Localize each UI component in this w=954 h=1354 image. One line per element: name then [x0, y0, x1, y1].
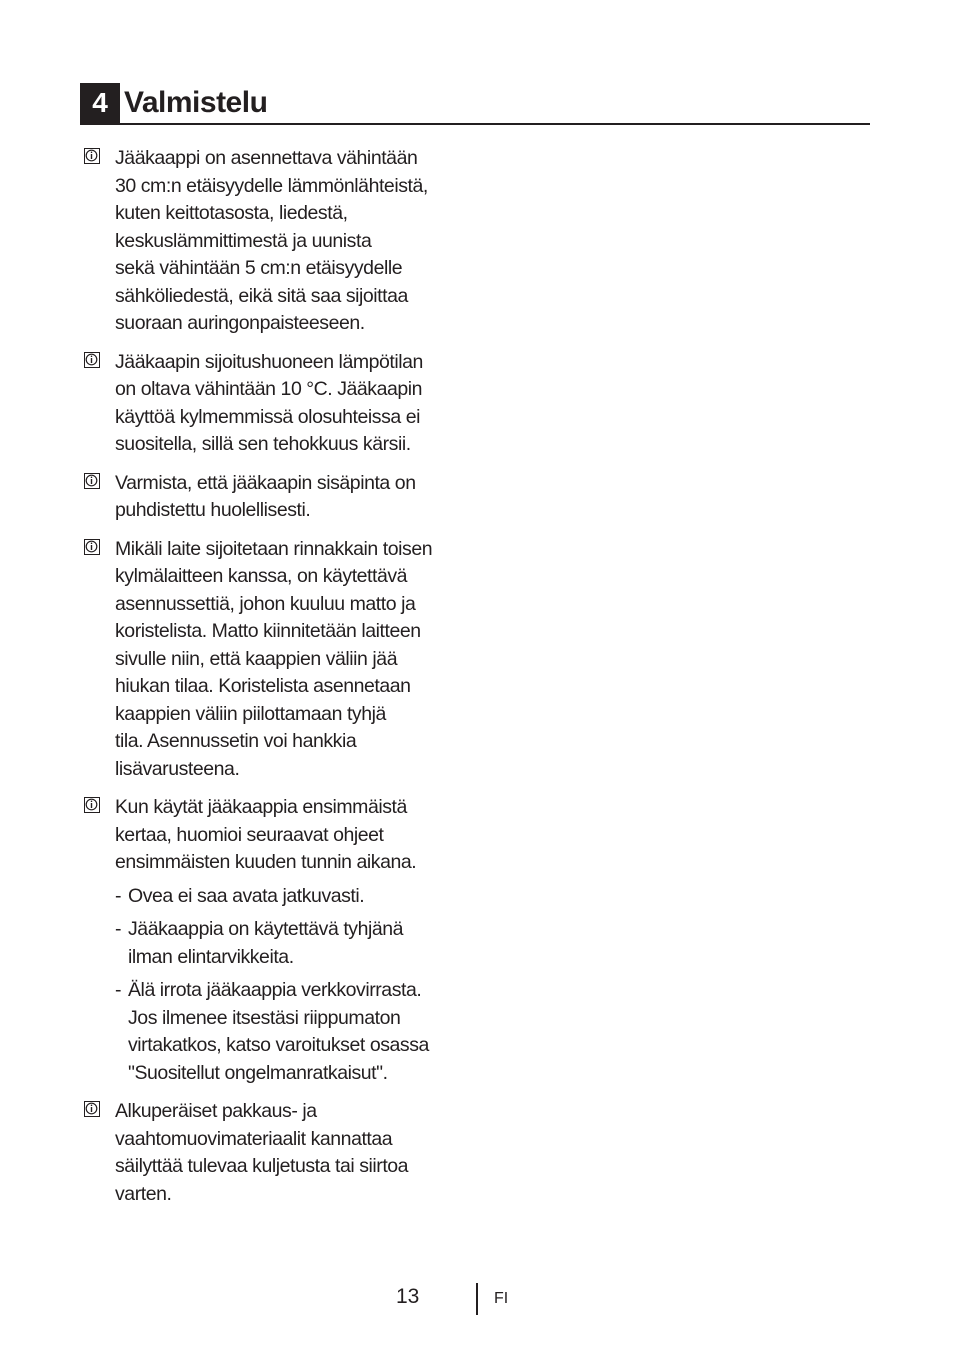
dash-bullet: -	[115, 918, 122, 940]
info-icon	[84, 352, 100, 368]
dash-bullet: -	[115, 979, 122, 1001]
note-item	[82, 470, 482, 525]
sublist-item	[115, 977, 482, 1087]
sublist-item-text: Jääkaappia on käytettävä tyhjänä ilman elintarvikkeita.	[128, 918, 404, 968]
chapter-header	[80, 83, 870, 125]
info-icon	[84, 539, 100, 555]
sublist-item	[115, 883, 482, 911]
notes-list	[82, 145, 482, 1219]
page-number: 13	[396, 1285, 420, 1308]
note-text: Alkuperäiset pakkaus- ja vaahtomuovimateriaalit kannattaa säilyttää tulevaa kuljetusta tai siirtoa varten.	[115, 1100, 409, 1205]
language-code: FI	[494, 1290, 509, 1307]
note-item	[82, 794, 482, 1087]
dash-bullet: -	[115, 884, 122, 907]
info-icon	[84, 797, 100, 813]
note-text: Kun käytät jääkaappia ensimmäistä kertaa, huomioi seuraavat ohjeet ensimmäisten kuuden tunnin aikana.	[115, 796, 417, 873]
note-text: Mikäli laite sijoitetaan rinnakkain toisen kylmälaitteen kanssa, on käytettävä asennussettiä, johon kuuluu matto ja koristelista. Matto kiinnitetään laitteen sivulle niin, että kaappien väliin jää hiukan tilaa. Koristelista asennetaan kaappien väliin piilottamaan tyhjä tila. Asennussetin voi hankkia lisävarusteena.	[115, 537, 433, 780]
chapter-number: 4	[80, 83, 120, 123]
note-item	[82, 145, 482, 338]
note-item	[82, 536, 482, 784]
first-use-sublist	[115, 883, 482, 1088]
info-icon	[84, 148, 100, 164]
note-item	[82, 349, 482, 459]
chapter-title: Valmistelu	[124, 86, 268, 119]
note-text: Varmista, että jääkaapin sisäpinta on puhdistettu huolellisesti.	[115, 471, 416, 521]
note-text: Jääkaapin sijoitushuoneen lämpötilan on oltava vähintään 10 °C. Jääkaapin käyttöä kylmemmissä olosuhteissa ei suositella, sillä sen tehokkuus kärsii.	[115, 350, 423, 455]
info-icon	[84, 473, 100, 489]
footer-divider	[476, 1283, 478, 1315]
note-item	[82, 1098, 482, 1208]
sublist-item-text: Älä irrota jääkaappia verkkovirrasta. Jos ilmenee itsestäsi riippumaton virtakatkos, katso varoitukset osassa "Suositellut ongelmanratkaisut".	[128, 979, 429, 1084]
sublist-item	[115, 916, 482, 971]
info-icon	[84, 1101, 100, 1117]
sublist-item-text: Ovea ei saa avata jatkuvasti.	[128, 884, 365, 907]
note-text: Jääkaappi on asennettava vähintään 30 cm:n etäisyydelle lämmönlähteistä, kuten keittotasosta, liedestä, keskuslämmittimestä ja uunista sekä vähintään 5 cm:n etäisyydelle sähköliedestä, eikä sitä saa sijoittaa suoraan auringonpaisteeseen.	[115, 147, 428, 334]
